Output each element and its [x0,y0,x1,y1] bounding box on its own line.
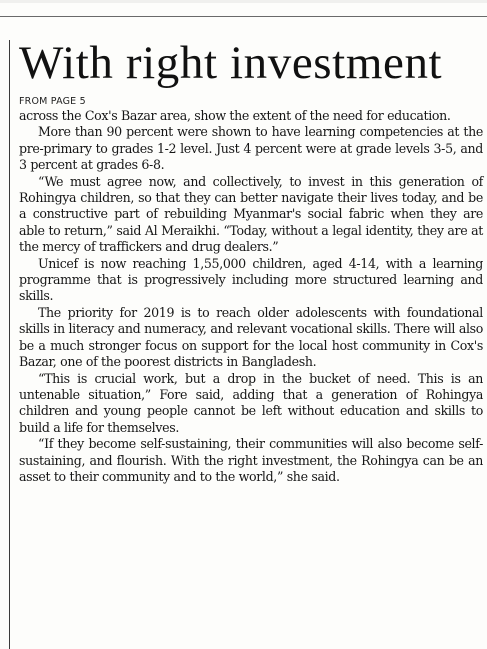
previous-page-edge [0,0,487,3]
headline: With right investment [19,37,443,89]
article-body [19,108,483,485]
body-paragraph: “If they become self-sustaining, their communities will also become self-sustaining, and flourish. With the right investment, the Rohingya can be an asset to their community and to the world,” she said. [19,436,483,484]
body-paragraph: “This is crucial work, but a drop in the bucket of need. This is an untenable situation,” Fore said, adding that a generation of Rohingya children and young people cannot be left without education and skills to build a life for themselves. [19,370,483,435]
column-rule [9,40,10,649]
news-article [19,36,483,485]
page-top-rule [0,16,487,17]
jump-line: FROM PAGE 5 [19,96,86,107]
body-paragraph: The priority for 2019 is to reach older adolescents with foundational skills in literacy and numeracy, and relevant vocational skills. There will also be a much stronger focus on support for the local host community in Cox's Bazar, one of the poorest districts in Bangladesh. [19,304,483,370]
body-paragraph: across the Cox's Bazar area, show the extent of the need for education. [19,108,451,123]
body-paragraph: “We must agree now, and collectively, to invest in this generation of Rohingya children, so that they can better navigate their lives today, and be a constructive part of rebuilding Myanmar's social fabric when they are able to return,” said Al Meraikhi. “Today, without a legal identity, they are at the mercy of traffickers and drug dealers.” [19,173,483,255]
body-paragraph: More than 90 percent were shown to have learning competencies at the pre-primary to grades 1-2 level. Just 4 percent were at grade levels 3-5, and 3 percent at grades 6-8. [19,124,483,173]
body-paragraph: Unicef is now reaching 1,55,000 children, aged 4-14, with a learning programme that is progressively including more structured learning and skills. [19,255,483,304]
